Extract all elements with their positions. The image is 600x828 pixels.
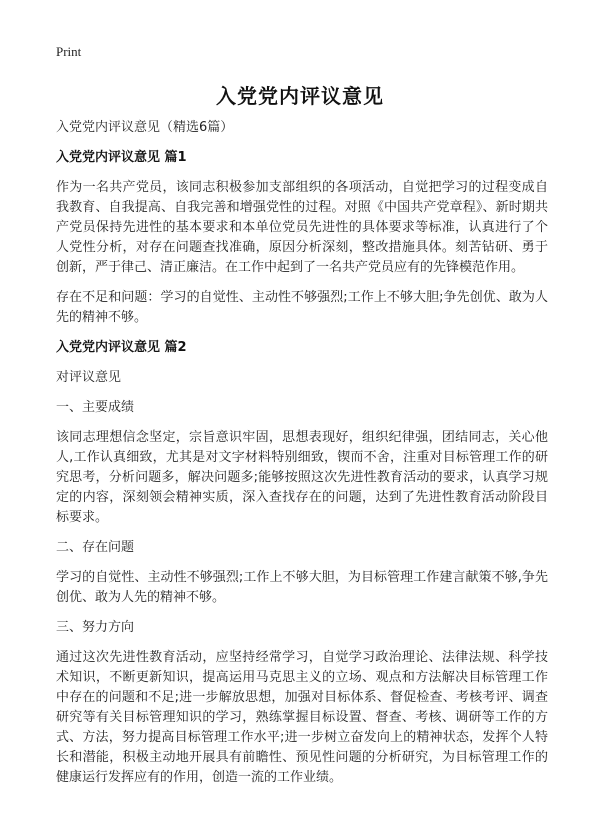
section-heading: 入党党内评议意见 篇2 <box>56 340 187 355</box>
paragraph: 作为一名共产党员，该同志积极参加支部组织的各项活动，自觉把学习的过程变成自我教育、自我提高、自我完善和增强党性的过程。对照《中国共产党章程》、新时期共产党员保持先进性的基本要求和本单位党员先进性的具体要求等标准，认真进行了个人党性分析，对存在问题查找准确，原因分析深刻，整改措施具体。刻苦钻研、勇于创新，严于律己、清正廉洁。在工作中起到了一名共产党员应有的先锋模范作用。 <box>56 180 548 275</box>
page-title: 入党党内评议意见 <box>216 84 384 108</box>
paragraph: 学习的自觉性、主动性不够强烈;工作上不够大胆，为目标管理工作建言献策不够,争先创优、敢为人先的精神不够。 <box>56 570 548 605</box>
paragraph: 该同志理想信念坚定，宗旨意识牢固，思想表现好，组织纪律强，团结同志，关心他人,工作认真细致，尤其是对文字材料特别细致，锲而不舍，注重对目标管理工作的研究思考，分析问题多，解决问题多;能够按照这次先进性教育活动的要求，认真学习规定的内容，深刻领会精神实质，深入查找存在的问题，达到了先进性教育活动阶段目标要求。 <box>56 430 548 525</box>
subheading: 三、努力方向 <box>56 620 135 635</box>
section-2 <box>56 338 548 788</box>
paragraph: 对评议意见 <box>56 370 122 385</box>
document-body <box>56 118 548 788</box>
paragraph: 通过这次先进性教育活动，应坚持经常学习，自觉学习政治理论、法律法规、科学技术知识，不断更新知识，提高运用马克思主义的立场、观点和方法解决目标管理工作中存在的问题和不足;进一步解放思想，加强对目标体系、督促检查、考核考评、调查研究等有关目标管理知识的学习，熟练掌握目标设置、督查、考核、调研等工作的方式、方法，努力提高目标管理工作水平;进一步树立奋发向上的精神状态，发挥个人特长和潜能，积极主动地开展具有前瞻性、预见性问题的分析研究，为目标管理工作的健康运行发挥应有的作用，创造一流的工作业绩。 <box>56 650 548 785</box>
subheading: 一、主要成绩 <box>56 400 135 415</box>
document-subtitle: 入党党内评议意见（精选6篇） <box>56 120 234 135</box>
section-1 <box>56 148 548 328</box>
paragraph: 存在不足和问题：学习的自觉性、主动性不够强烈;工作上不够大胆;争先创优、敢为人先的精神不够。 <box>56 290 548 325</box>
section-heading: 入党党内评议意见 篇1 <box>56 150 187 165</box>
subheading: 二、存在问题 <box>56 540 135 555</box>
print-link[interactable]: Print <box>56 44 82 59</box>
